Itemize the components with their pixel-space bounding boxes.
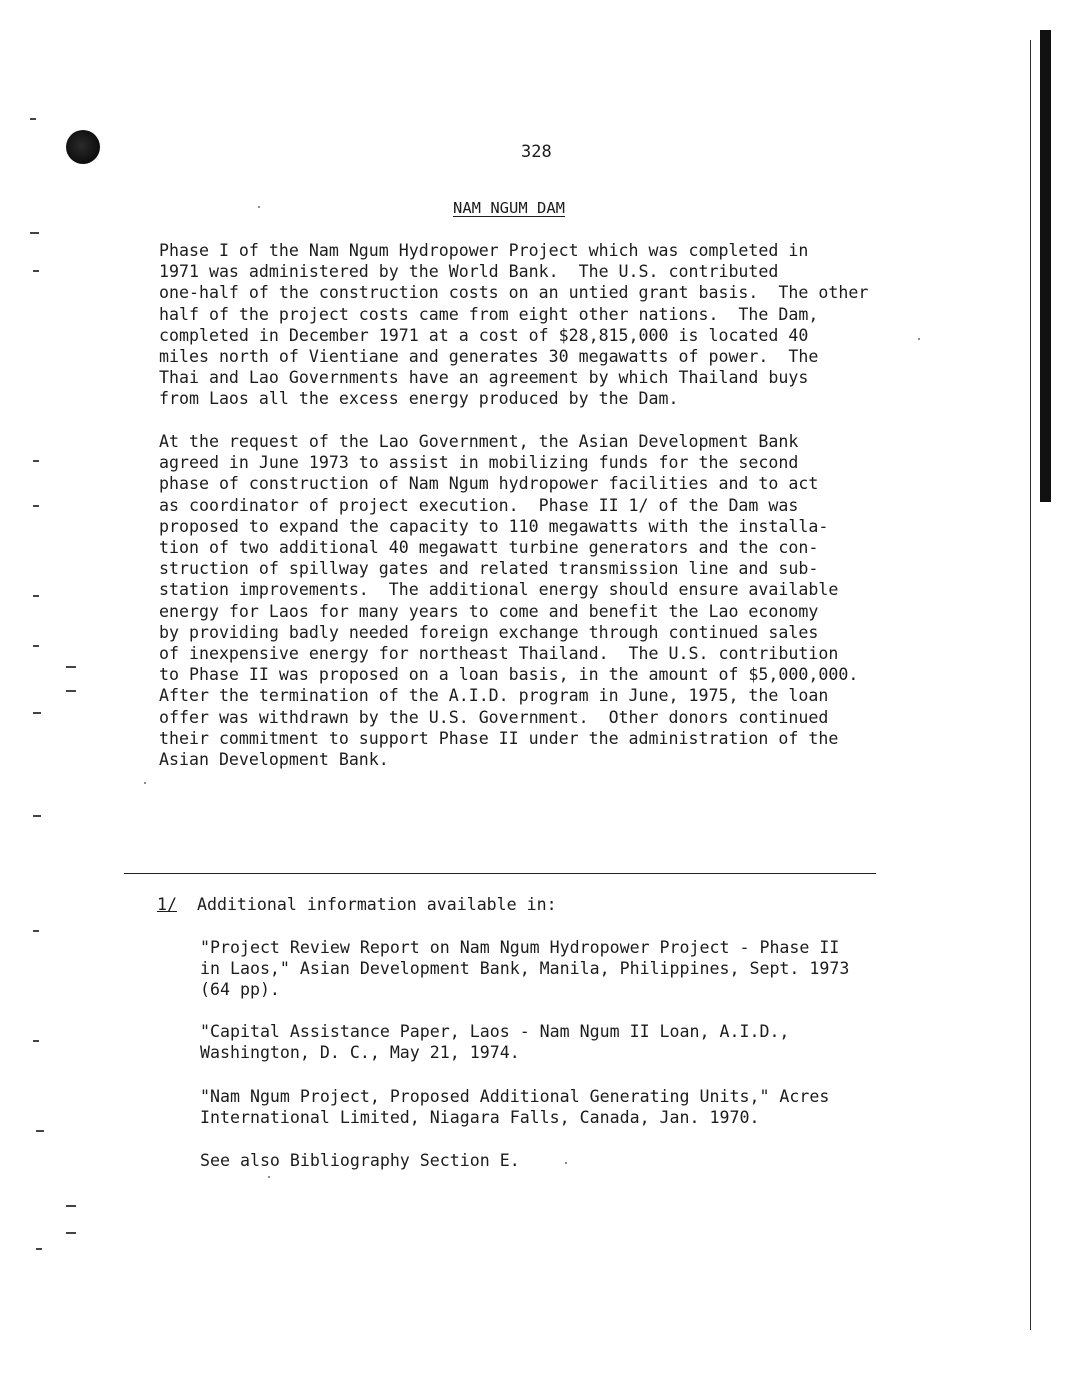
scan-mark [33,815,41,817]
scan-speck [565,1162,567,1164]
page-title: NAM NGUM DAM [453,199,565,217]
scan-mark [33,270,39,272]
scan-mark [30,118,36,120]
scan-mark [36,1130,44,1132]
footnote-marker: 1/ [157,895,177,914]
scan-speck [918,338,920,340]
scan-mark [36,1248,42,1250]
footnote-reference: "Capital Assistance Paper, Laos - Nam Ngum II Loan, A.I.D., Washington, D. C., May 21, 1974. [200,1022,790,1063]
scan-mark [33,930,39,932]
scan-mark [33,460,39,462]
body-paragraph: Phase I of the Nam Ngum Hydropower Project which was completed in 1971 was administered by the World Bank. The U.S. contributed one-half of the construction costs on an untied grant basis. The other half of the project costs came from eight other nations. The Dam, completed in December 1971 at a cost of $28,815,000 is located 40 miles north of Vientiane and generates 30 megawatts of power. The Thai and Lao Governments have an agreement by which Thailand buys from Laos all the excess energy produced by the Dam. [159,241,869,409]
scan-speck [268,1176,270,1178]
scan-mark [33,595,39,597]
scan-mark [66,690,76,692]
body-paragraph: At the request of the Lao Government, the Asian Development Bank agreed in June 1973 to assist in mobilizing funds for the second phase of construction of Nam Ngum hydropower facilities and to act as coordinator of project execution. Phase II 1/ of the Dam was proposed to expand the capacity to 110 megawatts with the installa- tion of two additional 40 megawatt turbine generators and the con- struction of spillway gates and related transmission line and sub- station improvements. The additional energy should ensure available energy for Laos for many years to come and benefit the Lao economy by providing badly needed foreign exchange through continued sales of inexpensive energy for northeast Thailand. The U.S. contribution to Phase II was proposed on a loan basis, in the amount of $5,000,000. After the termination of the A.I.D. program in June, 1975, the loan offer was withdrawn by the U.S. Government. Other donors continued their commitment to support Phase II under the administration of the Asian Development Bank. [159,432,859,770]
scan-mark [66,1205,76,1207]
punch-hole-mark [66,130,100,164]
footnote-heading: Additional information available in: [196,895,557,914]
scan-mark [66,666,76,668]
scan-speck [258,206,260,208]
scan-edge-bar [1040,30,1051,502]
footnote-heading-row [157,895,557,914]
scan-mark [33,645,39,647]
footnote-divider [124,873,876,874]
scan-mark [33,1040,39,1042]
scan-edge-line [1030,40,1031,1330]
footnote-reference: "Project Review Report on Nam Ngum Hydropower Project - Phase II in Laos," Asian Development Bank, Manila, Philippines, Sept. 1973 (64 pp). [200,938,850,1000]
footnote-reference: See also Bibliography Section E. [200,1151,520,1170]
scan-mark [66,1232,76,1234]
page-number: 328 [521,142,552,162]
scan-speck [144,782,146,784]
scan-mark [33,712,41,714]
scan-mark [30,232,39,234]
scan-mark [33,505,39,507]
footnote-reference: "Nam Ngum Project, Proposed Additional Generating Units," Acres International Limited, Niagara Falls, Canada, Jan. 1970. [200,1087,830,1128]
